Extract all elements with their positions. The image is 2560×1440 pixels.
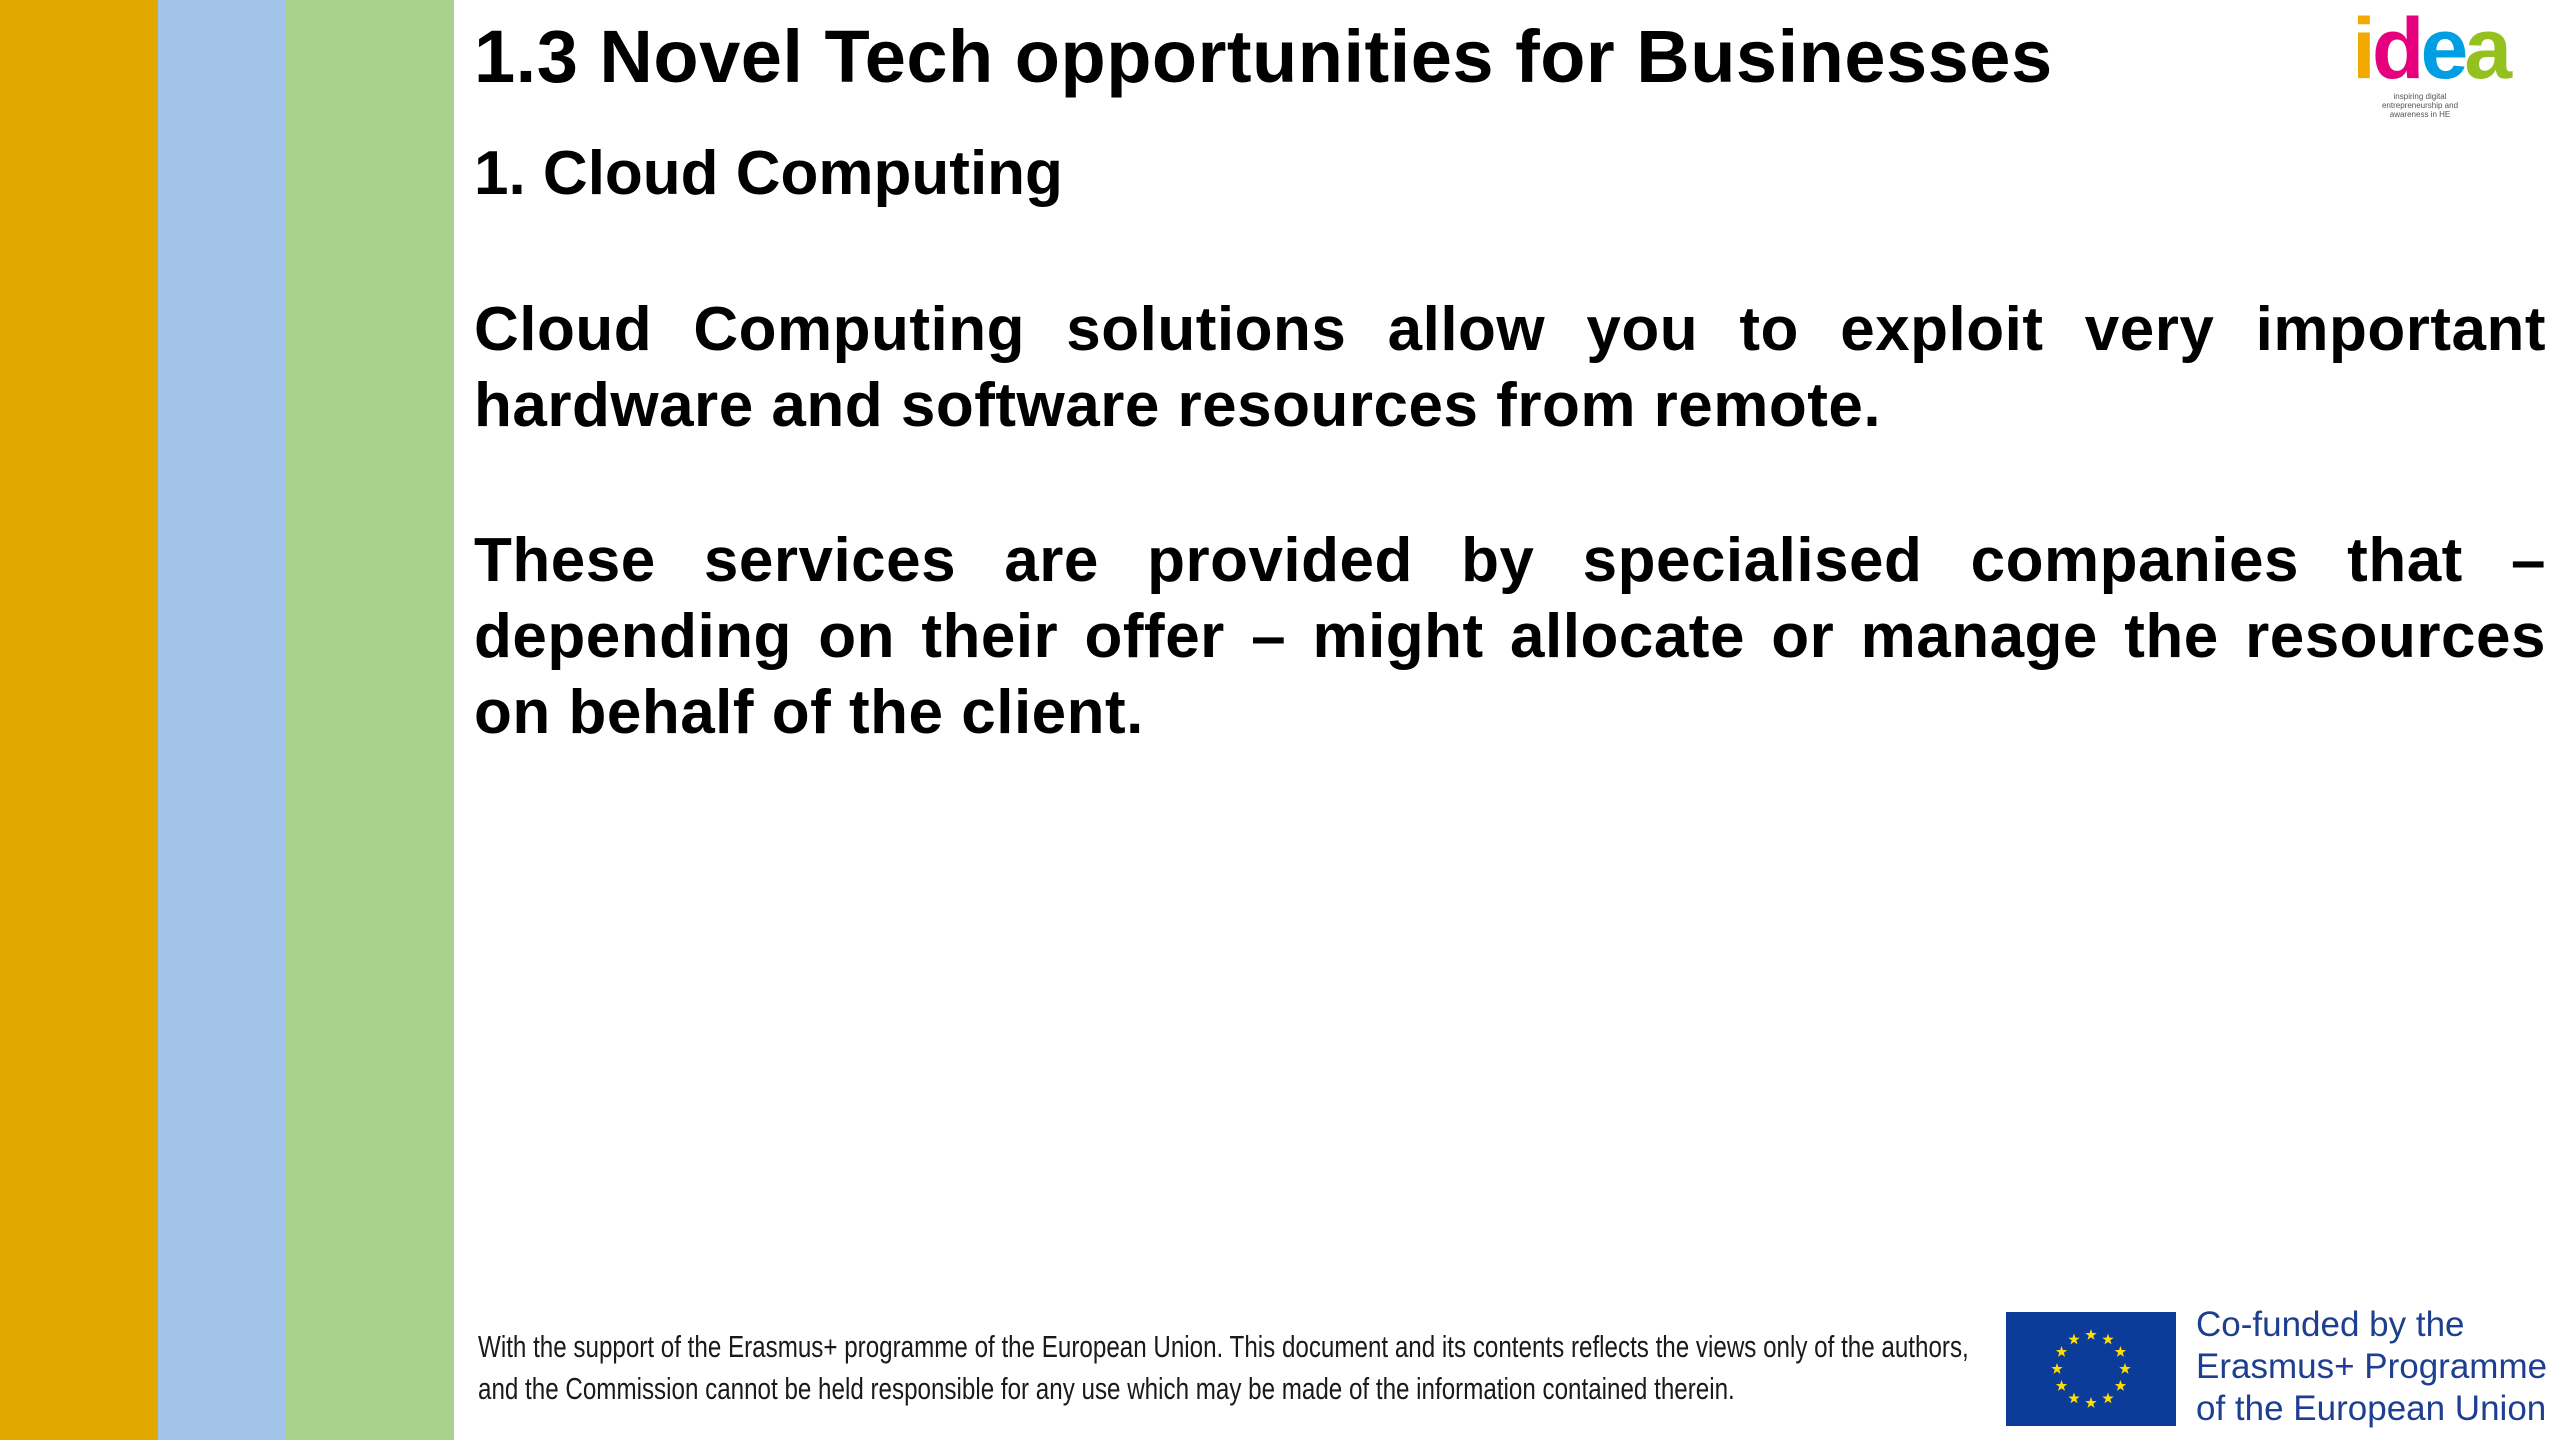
eu-star-icon xyxy=(2068,1334,2079,1345)
eu-star-icon xyxy=(2115,1380,2126,1391)
logo-letter-e: e xyxy=(2420,1,2465,97)
decorative-stripe-blue xyxy=(158,0,286,1440)
cofunded-line: Erasmus+ Programme xyxy=(2196,1347,2548,1386)
cofunded-label xyxy=(2196,1304,2556,1430)
section-heading: 1. Cloud Computing xyxy=(474,139,1063,208)
eu-star-icon xyxy=(2056,1346,2067,1357)
eu-flag-icon xyxy=(2006,1312,2176,1426)
decorative-stripe-gold xyxy=(0,0,158,1440)
idea-logo xyxy=(2352,1,2512,124)
logo-tagline: inspiring digital entrepreneurship and awareness in HE xyxy=(2381,92,2459,119)
body-paragraph: These services are provided by specialised companies that – depending on their offer – might allocate or manage the resources on behalf of the client. xyxy=(474,526,2546,747)
eu-star-icon xyxy=(2056,1380,2067,1391)
decorative-stripe-green xyxy=(286,0,454,1440)
eu-star-icon xyxy=(2119,1363,2130,1374)
eu-star-icon xyxy=(2068,1392,2079,1403)
logo-letter-d: d xyxy=(2371,1,2421,97)
footer-disclaimer: With the support of the Erasmus+ programme of the European Union. This document and its contents reflects the views only of the authors, and the Commission cannot be held responsible for any use which may be made of the information contained therein. xyxy=(478,1329,1969,1406)
eu-star-icon xyxy=(2102,1392,2113,1403)
cofunded-line: of the European Union xyxy=(2196,1389,2547,1428)
logo-letter-a: a xyxy=(2464,1,2509,97)
cofunded-line: Co-funded by the xyxy=(2196,1305,2465,1344)
eu-stars-icon xyxy=(2006,1312,2176,1426)
eu-star-icon xyxy=(2102,1334,2113,1345)
eu-star-icon xyxy=(2085,1329,2096,1340)
body-paragraph: Cloud Computing solutions allow you to exploit very important hardware and software resources from remote. xyxy=(474,295,2546,440)
slide-title: 1.3 Novel Tech opportunities for Businesses xyxy=(474,15,2053,98)
eu-star-icon xyxy=(2085,1397,2096,1408)
eu-star-icon xyxy=(2115,1346,2126,1357)
eu-star-icon xyxy=(2051,1363,2062,1374)
logo-wordmark xyxy=(2352,1,2512,97)
logo-letter-i: i xyxy=(2352,1,2372,97)
